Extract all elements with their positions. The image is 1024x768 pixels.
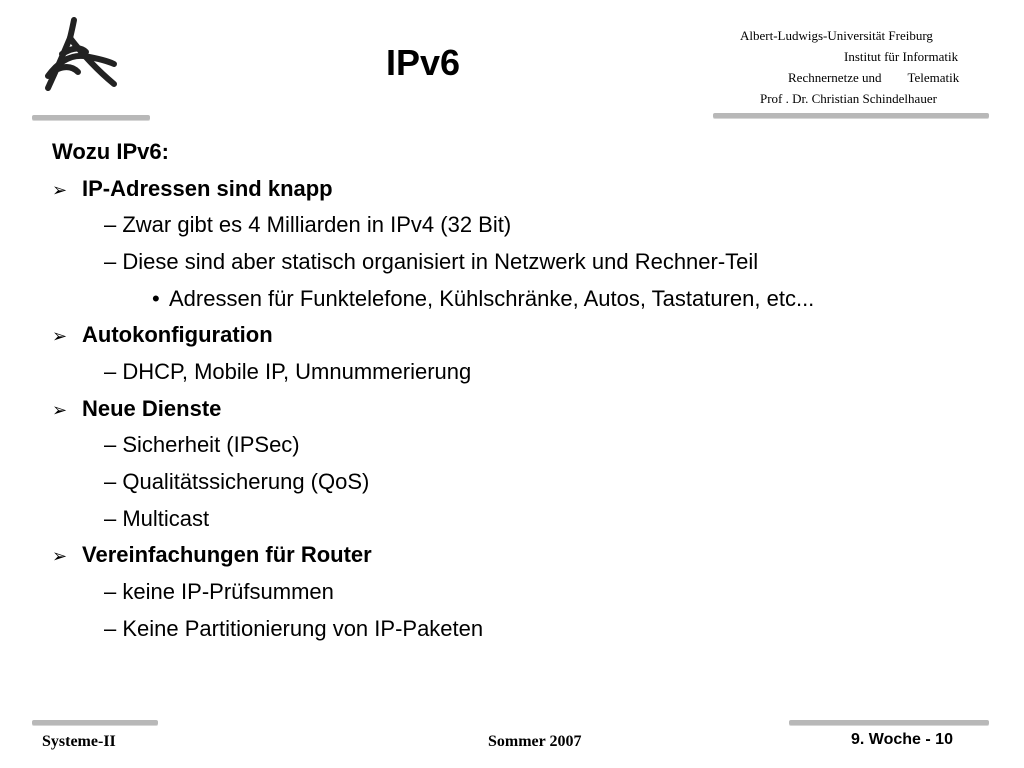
list-item: – keine IP-Prüfsummen — [104, 579, 334, 604]
sub-list-item — [152, 286, 814, 312]
header-rule-right — [713, 113, 989, 118]
section-heading-text: Autokonfiguration — [82, 322, 273, 347]
section-heading — [52, 176, 333, 202]
dot-bullet-icon: • — [152, 286, 160, 311]
arrow-bullet-icon: ➢ — [52, 546, 68, 567]
footer-rule-left — [32, 720, 158, 725]
footer-semester: Sommer 2007 — [488, 733, 582, 750]
arrow-bullet-icon: ➢ — [52, 180, 68, 201]
department-name-part1: Rechnernetze und — [788, 70, 882, 85]
list-item: – Zwar gibt es 4 Milliarden in IPv4 (32 Bit) — [104, 212, 512, 237]
section-heading-text: Neue Dienste — [82, 396, 222, 421]
section-heading-text: IP-Adressen sind knapp — [82, 176, 333, 201]
list-item: – Qualitätssicherung (QoS) — [104, 469, 370, 494]
list-item: – Diese sind aber statisch organisiert in Netzwerk und Rechner-Teil — [104, 249, 759, 274]
arrow-bullet-icon: ➢ — [52, 326, 68, 347]
footer-page-number: 9. Woche - 10 — [851, 731, 953, 748]
university-name: Albert-Ludwigs-Universität Freiburg — [740, 28, 933, 43]
section-heading — [52, 542, 372, 568]
section-heading-text: Vereinfachungen für Router — [82, 542, 372, 567]
university-logo-icon — [34, 14, 126, 96]
list-item: – Keine Partitionierung von IP-Paketen — [104, 616, 484, 641]
department-name-part2: Telematik — [907, 70, 960, 85]
department-name — [706, 67, 988, 88]
list-item: – Sicherheit (IPSec) — [104, 432, 300, 457]
institute-name: Institut für Informatik — [844, 49, 959, 64]
section-heading — [52, 396, 221, 422]
section-heading — [52, 322, 273, 348]
list-item: – DHCP, Mobile IP, Umnummerierung — [104, 359, 472, 384]
slide-title: IPv6 — [386, 42, 461, 83]
list-item: – Multicast — [104, 506, 210, 531]
intro-heading: Wozu IPv6: — [52, 139, 169, 164]
professor-name: Prof . Dr. Christian Schindelhauer — [760, 91, 937, 106]
footer-course: Systeme-II — [42, 733, 116, 750]
arrow-bullet-icon: ➢ — [52, 400, 68, 421]
header-rule-left — [32, 115, 150, 120]
institution-block — [706, 25, 988, 109]
sub-list-item-text: Adressen für Funktelefone, Kühlschränke, Autos, Tastaturen, etc... — [169, 286, 815, 311]
footer-rule-right — [789, 720, 989, 725]
